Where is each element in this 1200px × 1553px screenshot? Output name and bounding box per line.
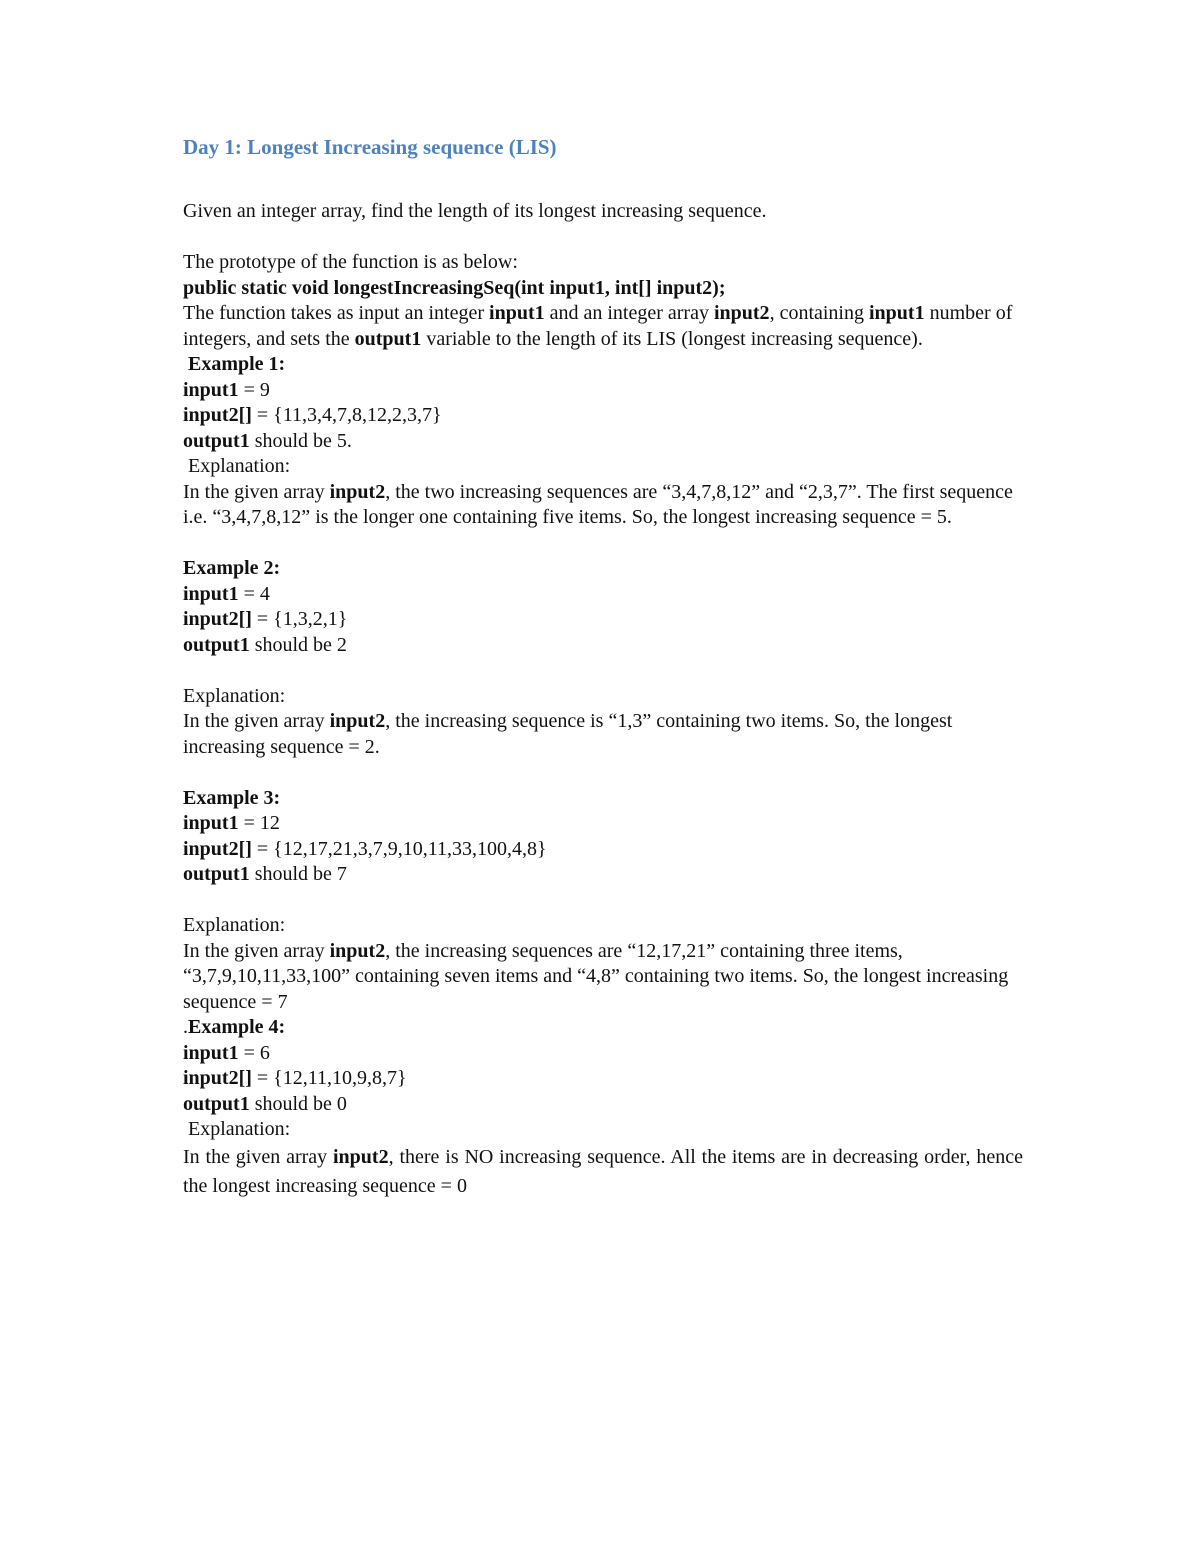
example-3-input2: input2[] = {12,17,21,3,7,9,10,11,33,100,4,8}: [183, 837, 547, 860]
document-title: Day 1: Longest Increasing sequence (LIS): [183, 135, 557, 159]
example-3-explanation-label: Explanation:: [183, 914, 286, 936]
input2-term: input2: [713, 302, 770, 324]
example-1-explanation-label: Explanation:: [188, 455, 291, 477]
example-2-explanation-label: Explanation:: [183, 684, 286, 707]
example-3-input1: input1 = 12: [183, 812, 280, 834]
prototype-signature: public static void longestIncreasingSeq(int input1, int[] input2);: [183, 276, 726, 299]
example-2-input2: input2[] = {1,3,2,1}: [183, 608, 348, 630]
output1-term: output1: [354, 327, 422, 350]
example-1-heading: Example 1:: [188, 353, 286, 375]
example-4-explanation-label: Explanation:: [188, 1118, 291, 1140]
example-4-heading: .Example 4:: [183, 1016, 286, 1038]
example-4-input2: input2[] = {12,11,10,9,8,7}: [183, 1067, 407, 1089]
example-4-input1: input1 = 6: [183, 1041, 270, 1064]
example-2-heading: Example 2:: [183, 557, 281, 579]
input1-term: input1: [869, 302, 925, 324]
example-2-input1: input1 = 4: [183, 582, 270, 605]
document-body: [183, 132, 1023, 1201]
example-1-input2: input2[] = {11,3,4,7,8,12,2,3,7}: [183, 404, 442, 426]
example-1-input1: input1 = 9: [183, 378, 270, 401]
example-3-heading: Example 3:: [183, 786, 281, 809]
input1-term: input1: [489, 302, 545, 324]
example-4-explanation: In the given array input2, there is NO increasing sequence. All the items are in decreasing order, hence the longest increasing sequence = 0: [183, 1145, 1023, 1197]
example-3-explanation: In the given array input2, the increasing sequences are “12,17,21” containing three items, “3,7,9,10,11,33,100” containing seven items and “4,8” containing two items. So, the longest increasing sequence = 7: [183, 939, 1009, 1013]
example-1-output: output1 should be 5.: [183, 429, 352, 452]
example-4-output: output1 should be 0: [183, 1092, 347, 1115]
example-1-explanation: In the given array input2, the two increasing sequences are “3,4,7,8,12” and “2,3,7”. The first sequence i.e. “3,4,7,8,12” is the longer one containing five items. So, the longest increasing sequence = 5.: [183, 480, 1013, 528]
intro-paragraph: Given an integer array, find the length of its longest increasing sequence.: [183, 200, 767, 222]
example-2-explanation: In the given array input2, the increasing sequence is “1,3” containing two items. So, the longest increasing sequence = 2.: [183, 710, 953, 758]
example-2-output: output1 should be 2: [183, 633, 347, 656]
prototype-intro: The prototype of the function is as below:: [183, 251, 518, 273]
function-description: The function takes as input an integer input1 and an integer array input2, containing input1 number of integers, and sets the output1 variable to the length of its LIS (longest increasing sequence).: [183, 302, 1013, 350]
example-3-output: output1 should be 7: [183, 863, 347, 885]
